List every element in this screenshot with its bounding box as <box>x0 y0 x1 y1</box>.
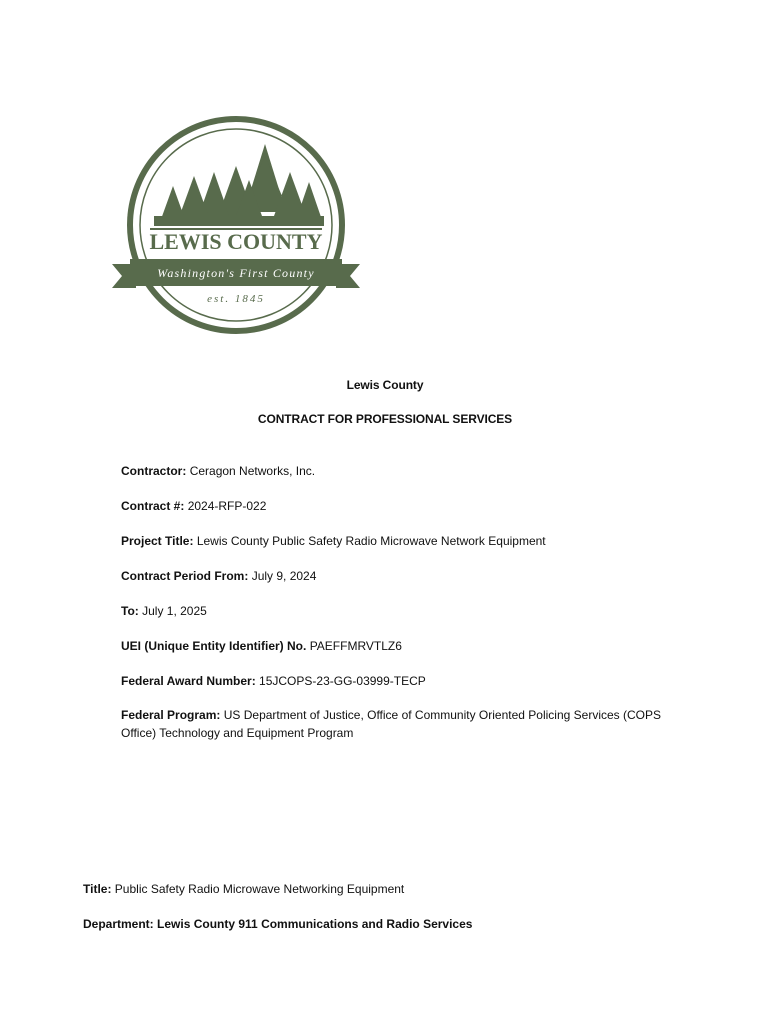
federal-award-number-label: Federal Award Number: <box>121 674 256 688</box>
project-title-field <box>121 532 546 550</box>
uei-label: UEI (Unique Entity Identifier) No. <box>121 639 307 653</box>
contract-number-field <box>121 497 266 515</box>
department-field <box>83 915 472 933</box>
seal-name: LEWIS COUNTY <box>149 229 323 254</box>
seal-motto: Washington's First County <box>157 266 315 280</box>
contract-period-from-label: Contract Period From: <box>121 569 249 583</box>
contract-period-to-label: To: <box>121 604 139 618</box>
contract-period-to-field <box>121 602 207 620</box>
contract-number-label: Contract #: <box>121 499 185 513</box>
contract-period-from-value: July 9, 2024 <box>251 569 317 583</box>
federal-program-field <box>121 706 661 742</box>
federal-award-number-value: 15JCOPS-23-GG-03999-TECP <box>259 674 426 688</box>
title-label: Title: <box>83 882 112 896</box>
department-label: Department: <box>83 917 154 931</box>
federal-program-label: Federal Program: <box>121 708 221 722</box>
federal-award-number-field <box>121 672 426 690</box>
uei-value: PAEFFMRVTLZ6 <box>309 639 402 653</box>
seal-established: est. 1845 <box>207 293 265 305</box>
department-value: Lewis County 911 Communications and Radio Services <box>157 917 473 931</box>
county-seal-logo <box>110 116 362 334</box>
title-value: Public Safety Radio Microwave Networking Equipment <box>114 882 405 896</box>
contract-number-value: 2024-RFP-022 <box>187 499 267 513</box>
contract-period-from-field <box>121 567 316 585</box>
contract-period-to-value: July 1, 2025 <box>142 604 207 618</box>
federal-program-value: US Department of Justice, Office of Community Oriented Policing Services (COPS Office) Technology and Equipment Program <box>121 708 661 740</box>
document-title: CONTRACT FOR PROFESSIONAL SERVICES <box>257 412 513 426</box>
title-field <box>83 880 404 898</box>
organization-name: Lewis County <box>346 378 424 392</box>
contractor-label: Contractor: <box>121 464 187 478</box>
contractor-field <box>121 462 315 480</box>
contractor-value: Ceragon Networks, Inc. <box>189 464 316 478</box>
project-title-value: Lewis County Public Safety Radio Microwave Network Equipment <box>196 534 546 548</box>
project-title-label: Project Title: <box>121 534 194 548</box>
uei-field <box>121 637 402 655</box>
